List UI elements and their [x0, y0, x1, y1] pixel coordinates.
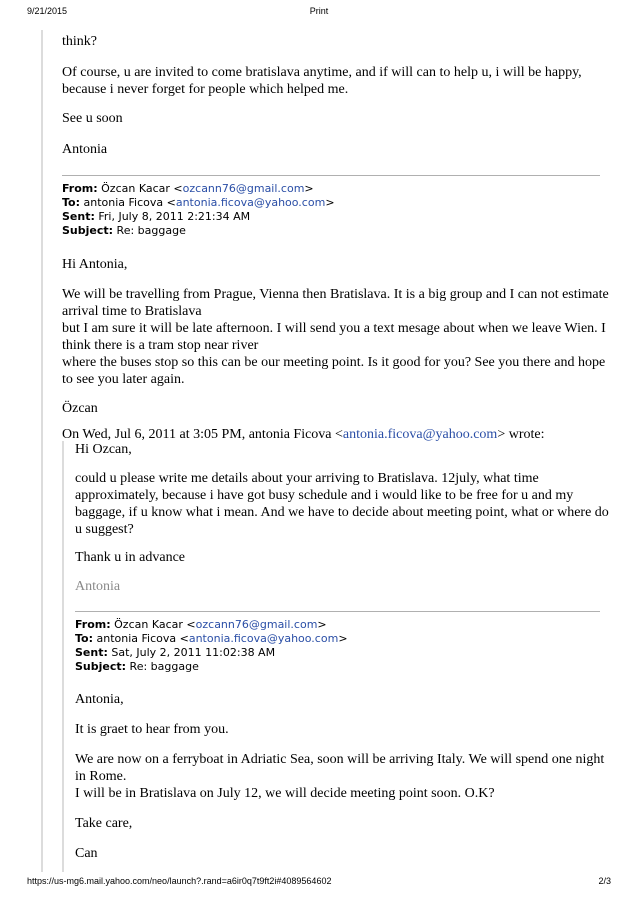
- divider-2: [75, 611, 600, 612]
- msg2-greeting: Antonia,: [75, 692, 124, 707]
- msg2-line1: We are now on a ferryboat in Adriatic Sea, soon will be arriving Italy. We will spend one night: [75, 752, 605, 767]
- msg2-to-email-link[interactable]: antonia.ficova@yahoo.com: [188, 632, 339, 645]
- text-think: think?: [62, 34, 97, 49]
- msg1-line2: arrival time to Bratislava: [62, 304, 202, 319]
- msg1-to-email-link[interactable]: antonia.ficova@yahoo.com: [175, 196, 326, 209]
- msg2-from-email-link[interactable]: ozcann76@gmail.com: [195, 618, 318, 631]
- text-invite-line1: Of course, u are invited to come bratislava anytime, and if will can to help u, i will be happy,: [62, 65, 582, 80]
- msg1-line3: but I am sure it will be late afternoon. I will send you a text mesage about when we leave Wien. I: [62, 321, 606, 336]
- msg2-sent: Sent: Sat, July 2, 2011 11:02:38 AM: [75, 646, 276, 659]
- footer-url: https://us-mg6.mail.yahoo.com/neo/launch?.rand=a6ir0q7t9ft2i#4089564602: [27, 876, 332, 886]
- footer-page-number: 2/3: [598, 876, 611, 886]
- quoted1-line2: approximately, because i have got busy schedule and i would like to be free for u and my: [75, 488, 574, 503]
- msg1-sent: Sent: Fri, July 8, 2011 2:21:34 AM: [62, 210, 251, 223]
- msg2-para1: It is graet to hear from you.: [75, 722, 229, 737]
- quote-bar-outer: [41, 30, 43, 872]
- quoted1-signature: Antonia: [75, 579, 121, 594]
- msg1-line5: where the buses stop so this can be our meeting point. Is it good for you? See you there and hope: [62, 355, 606, 370]
- print-date: 9/21/2015: [27, 6, 68, 16]
- text-see-you: See u soon: [62, 111, 123, 126]
- msg1-signature: Özcan: [62, 401, 98, 416]
- quoted1-greeting: Hi Ozcan,: [75, 442, 132, 457]
- msg1-subject: Subject: Re: baggage: [62, 224, 186, 237]
- text-invite-line2: because i never forget for people which helped me.: [62, 82, 349, 97]
- divider-1: [62, 175, 600, 176]
- msg1-greeting: Hi Antonia,: [62, 257, 128, 272]
- quoted1-line4: u suggest?: [75, 522, 134, 537]
- msg1-to: To: antonia Ficova <antonia.ficova@yahoo.com>: [62, 196, 335, 209]
- msg2-take-care: Take care,: [75, 816, 133, 831]
- text-signature-antonia: Antonia: [62, 142, 108, 157]
- quoted1-line3: baggage, if u know what i mean. And we have to decide about meeting point, what or where do: [75, 505, 609, 520]
- msg2-to: To: antonia Ficova <antonia.ficova@yahoo.com>: [75, 632, 348, 645]
- msg1-from: From: Özcan Kacar <ozcann76@gmail.com>: [62, 182, 314, 195]
- msg1-wrote-line: On Wed, Jul 6, 2011 at 3:05 PM, antonia Ficova <antonia.ficova@yahoo.com> wrote:: [62, 427, 545, 442]
- msg2-subject: Subject: Re: baggage: [75, 660, 199, 673]
- msg1-from-email-link[interactable]: ozcann76@gmail.com: [182, 182, 305, 195]
- msg2-line2: in Rome.: [75, 769, 127, 784]
- quoted1-thanks: Thank u in advance: [75, 550, 186, 565]
- quote-bar-inner: [62, 441, 64, 872]
- msg1-line4: think there is a tram stop near river: [62, 338, 259, 353]
- print-title: Print: [309, 6, 329, 16]
- wrote-email-link[interactable]: antonia.ficova@yahoo.com: [342, 427, 498, 442]
- quoted1-line1: could u please write me details about your arriving to Bratislava. 12july, what time: [75, 471, 539, 486]
- msg2-from: From: Özcan Kacar <ozcann76@gmail.com>: [75, 618, 327, 631]
- msg1-line1: We will be travelling from Prague, Vienna then Bratislava. It is a big group and I can not estimate: [62, 287, 609, 302]
- msg2-line3: I will be in Bratislava on July 12, we will decide meeting point soon. O.K?: [75, 786, 495, 801]
- msg2-signature: Can: [75, 846, 98, 861]
- msg1-line6: to see you later again.: [62, 372, 185, 387]
